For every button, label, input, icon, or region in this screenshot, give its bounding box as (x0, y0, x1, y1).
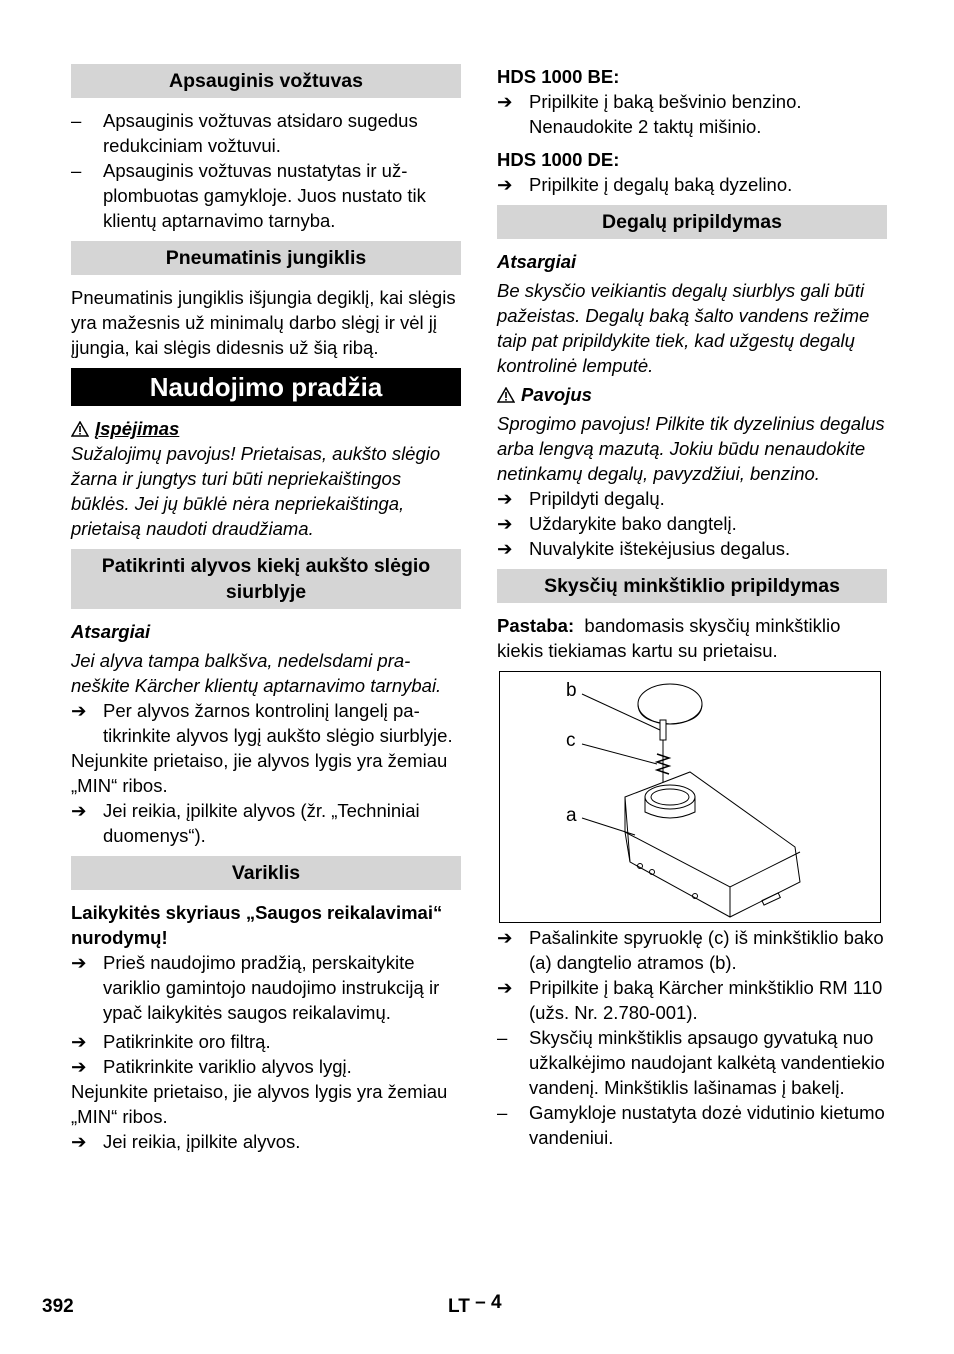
arrow-right-icon: ➔ (497, 538, 513, 559)
caution-text: Be skysčio veikiantis degalų siurblys gali būti pažeistas. Degalų baką šalto vandens režime taip pat pripildykite tiek, kad užgestų degalų kontrolinė lemputė. (497, 280, 870, 376)
arrow-right-icon: ➔ (71, 800, 87, 821)
page-number: 392 (42, 1296, 74, 1317)
arrow-right-icon: ➔ (497, 513, 513, 534)
softener-tank-illustration (500, 672, 880, 922)
pressure-switch-text: Pneumatinis jungiklis išjungia degiklį, kai slėgis yra mažesnis už minimalų darbo slėgį ir vėl jį įjungia, kai slėgis didesnis už šią ribą. (71, 287, 456, 358)
list-item: ➔ Nuvalykite ištekėjusius degalus. (497, 538, 791, 559)
model-be-heading: HDS 1000 BE: (497, 66, 620, 87)
softener-note: Pastaba: bandomasis skysčių minkštiklio kiekis tiekiamas kartu su prietaisu. (497, 615, 841, 661)
arrow-right-icon: ➔ (71, 1056, 87, 1077)
section-heading-pressure-switch: Pneumatinis jungiklis (71, 241, 461, 275)
list-item: – Skysčių minkštiklis apsaugo gyvatuką nuo užkalkėjimo naudojant kalkėtą vandentiekio vandenį. Minkštiklis lašinamas į bakelį. (497, 1027, 885, 1098)
caution-title: Atsargiai (497, 251, 577, 272)
right-column (497, 64, 887, 1150)
caution-text: Jei alyva tampa balkšva, nedelsdami praneškite Kärcher klientų aptarnavimo tarnybai. (71, 650, 442, 696)
section-heading-softener: Skysčių minkštiklio pripildymas (497, 569, 887, 603)
list-item: ➔ Pripilkite į baką bešvinio benzino. Nenaudokite 2 taktų mišinio. (497, 91, 802, 137)
section-heading-fuel-filling: Degalų pripildymas (497, 205, 887, 239)
list-item: ➔ Uždarykite bako dangtelį. (497, 513, 737, 534)
footer-language: LT – 4 (448, 1292, 502, 1317)
engine-oil-note: Nejunkite prietaiso, jie alyvos lygis yra žemiau „MIN“ ribos. (71, 1081, 448, 1127)
figure-label-c: c (566, 730, 576, 751)
chapter-title: Naudojimo pradžia (71, 368, 461, 406)
arrow-right-icon: ➔ (71, 1031, 87, 1052)
engine-safety-note: Laikykitės skyriaus „Saugos reikalavimai“ nurodymų! (71, 902, 443, 948)
softener-tank-figure (499, 671, 881, 923)
list-item: ➔ Jei reikia, įpilkite alyvos (žr. „Techniniai duomenys“). (71, 800, 420, 846)
warning-triangle-icon (71, 421, 89, 437)
arrow-right-icon: ➔ (497, 91, 513, 112)
danger-text: Sprogimo pavojus! Pilkite tik dyzelinius degalus arba lengvą mazutą. Jokiu būdu nenaudokite netinkamų degalų, pavyzdžiui, benzino. (497, 413, 885, 484)
arrow-right-icon: ➔ (497, 977, 513, 998)
list-item: ➔ Pripildyti degalų. (497, 488, 665, 509)
section-heading-engine: Variklis (71, 856, 461, 890)
arrow-right-icon: ➔ (497, 174, 513, 195)
dash-marker: – (497, 1102, 508, 1123)
figure-label-b: b (566, 680, 577, 701)
arrow-right-icon: ➔ (497, 488, 513, 509)
section-heading-oil-check: Patikrinti alyvos kiekį aukšto slėgio siurblyje (71, 549, 461, 609)
section-heading-safety-valve: Apsauginis vožtuvas (71, 64, 461, 98)
oil-note: Nejunkite prietaiso, jie alyvos lygis yra žemiau „MIN“ ribos. (71, 750, 448, 796)
list-item: – Gamykloje nustatyta dozė vidutinio kietumo vandeniui. (497, 1102, 885, 1148)
arrow-right-icon: ➔ (71, 1131, 87, 1152)
caution-title: Atsargiai (71, 621, 151, 642)
warning-triangle-icon (497, 387, 515, 403)
list-item: ➔ Per alyvos žarnos kontrolinį langelį patikrinkite alyvos lygį aukšto slėgio siurblyje. (71, 700, 453, 746)
list-item: ➔ Pripilkite į baką Kärcher minkštiklio RM 110 (užs. Nr. 2.780-001). (497, 977, 883, 1023)
left-column (71, 64, 461, 1154)
warning-text: Sužalojimų pavojus! Prietaisas, aukšto slėgio žarna ir jungtys turi būti nepriekaištingos būklės. Jei jų būklė nėra nepriekaištinga, prietaisą naudoti draudžiama. (71, 443, 441, 539)
dash-marker: – (71, 160, 82, 181)
list-item: ➔ Prieš naudojimo pradžią, perskaitykite variklio gamintojo naudojimo instrukciją ir ypač laikykitės saugos reikalavimų. (71, 952, 440, 1023)
arrow-right-icon: ➔ (497, 927, 513, 948)
dash-marker: – (497, 1027, 508, 1048)
list-item: ➔ Patikrinkite oro filtrą. (71, 1031, 271, 1052)
dash-marker: – (71, 110, 82, 131)
model-de-heading: HDS 1000 DE: (497, 149, 620, 170)
warning-title: Įspėjimas (71, 416, 461, 441)
list-item: – Apsauginis vožtuvas nustatytas ir užplombuotas gamykloje. Juos nustato tik klientų aptarnavimo tarnyba. (71, 160, 426, 231)
list-item: ➔ Pašalinkite spyruoklę (c) iš minkštiklio bako (a) dangtelio atramos (b). (497, 927, 884, 973)
list-item: – Apsauginis vožtuvas atsidaro sugedus redukciniam vožtuvui. (71, 110, 418, 156)
danger-title: Pavojus (497, 382, 887, 407)
list-item: ➔ Jei reikia, įpilkite alyvos. (71, 1131, 301, 1152)
figure-label-a: a (566, 805, 577, 826)
arrow-right-icon: ➔ (71, 700, 87, 721)
list-item: ➔ Pripilkite į degalų baką dyzelino. (497, 174, 793, 195)
list-item: ➔ Patikrinkite variklio alyvos lygį. (71, 1056, 352, 1077)
arrow-right-icon: ➔ (71, 952, 87, 973)
